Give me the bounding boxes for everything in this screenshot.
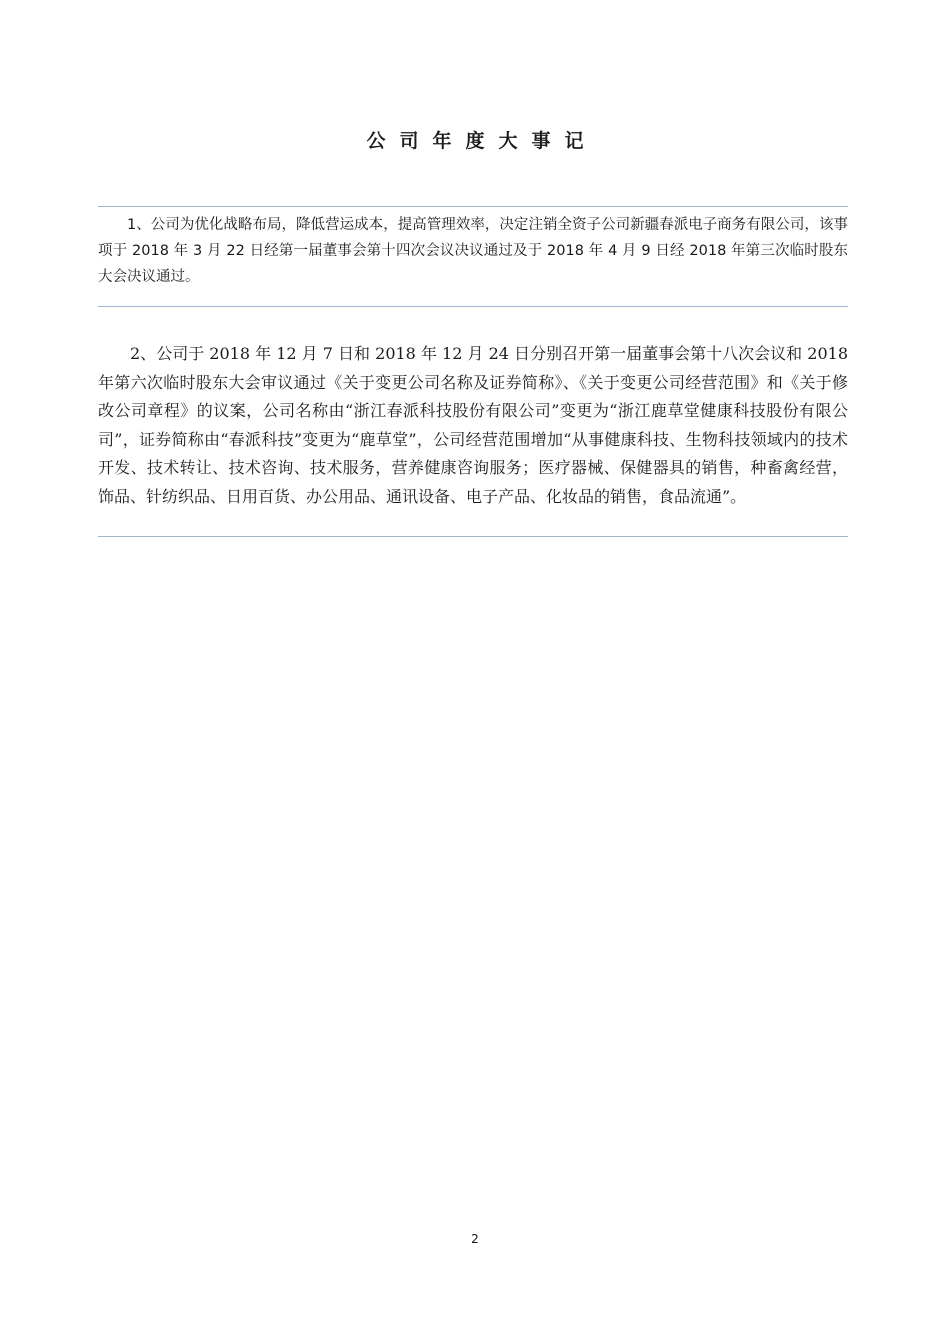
page-number: 2 — [471, 1232, 479, 1246]
divider-middle — [98, 306, 848, 307]
divider-bottom — [98, 536, 848, 537]
event-item-2: 2、公司于 2018 年 12 月 7 日和 2018 年 12 月 24 日分别召开第一届董事会第十八次会议和 2018 年第六次临时股东大会审议通过《关于变更公司名称及证券简称》、《关于变更公司经营范围》和《关于修改公司章程》的议案，公司名称由“浙江春派科技股份有限公司”变更为“浙江鹿草堂健康科技股份有限公司”，证券简称由“春派科技”变更为“鹿草堂”，公司经营范围增加“从事健康科技、生物科技领域内的技术开发、技术转让、技术咨询、技术服务，营养健康咨询服务；医疗器械、保健器具的销售，种畜禽经营，饰品、针纺织品、日用百货、办公用品、通讯设备、电子产品、化妆品的销售，食品流通”。 — [98, 344, 848, 506]
event-item-1: 1、公司为优化战略布局，降低营运成本，提高管理效率，决定注销全资子公司新疆春派电子商务有限公司，该事项于 2018 年 3 月 22 日经第一届董事会第十四次会议决议通过及于 2018 年 4 月 9 日经 2018 年第三次临时股东大会决议通过。 — [98, 217, 848, 285]
divider-top — [98, 206, 848, 207]
page-title: 公司年度大事记 — [366, 130, 598, 152]
